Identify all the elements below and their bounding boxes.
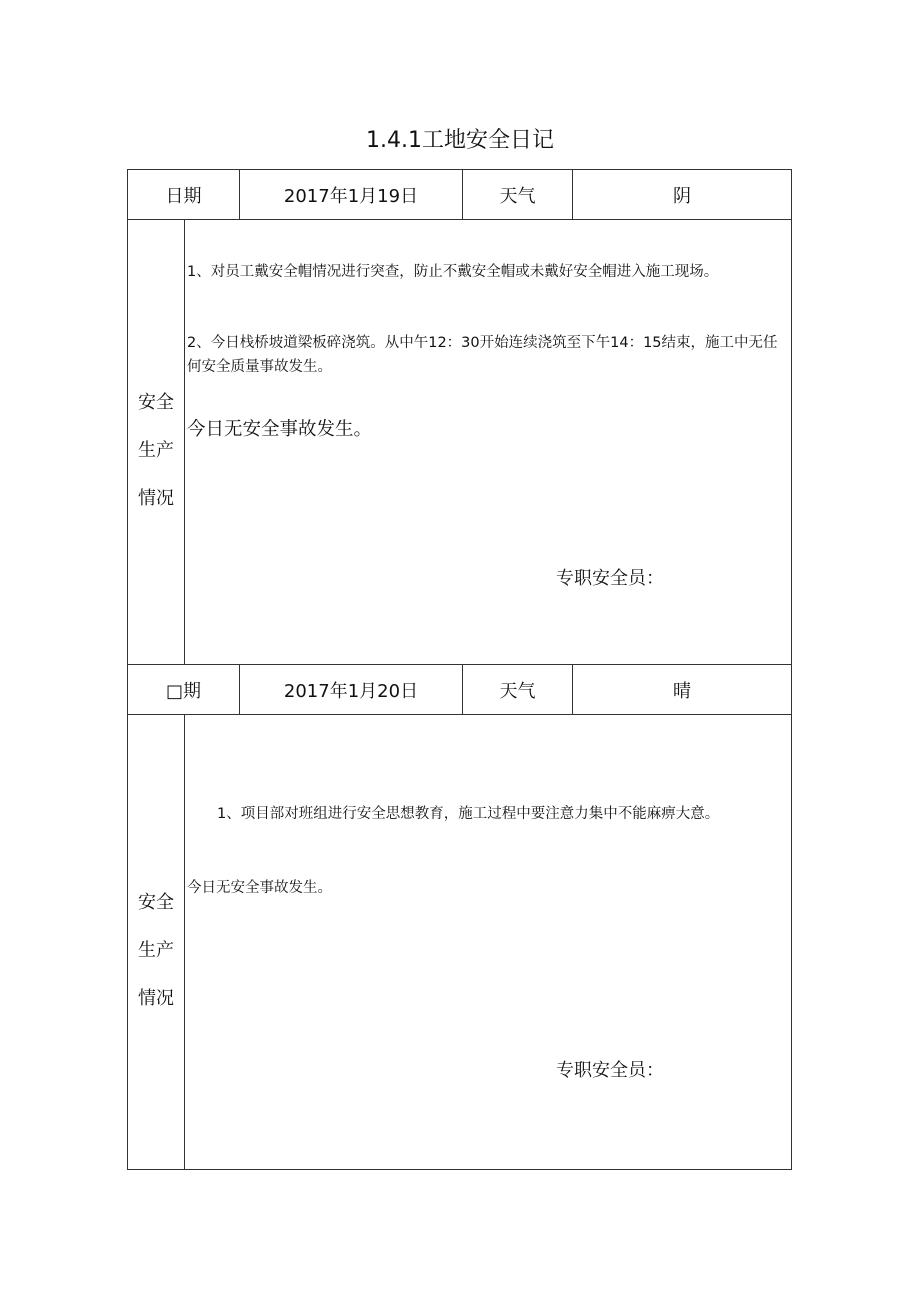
section-label <box>128 379 184 523</box>
section-label <box>128 879 184 1023</box>
weather-value: 晴 <box>673 680 691 702</box>
safety-summary: 今日无安全事故发生。 <box>187 419 373 440</box>
table-line-row3-bottom <box>127 714 792 715</box>
safety-item: 2、今日栈桥坡道梁板碎浇筑。从中午12：30开始连续浇筑至下午14：15结束，施工中无任何安全质量事故发生。 <box>187 335 778 375</box>
section-label-line: 安全 <box>138 892 174 913</box>
section-label-line: 生产 <box>138 440 174 461</box>
date-value: 2017年1月20日 <box>283 680 419 702</box>
safety-item: 1、对员工戴安全帽情况进行突查，防止不戴安全帽或未戴好安全帽进入施工现场。 <box>187 264 719 280</box>
section-label-line: 安全 <box>138 392 174 413</box>
signature-label: 专职安全员： <box>556 568 664 589</box>
date-label: □期 <box>165 680 201 702</box>
date-label: 日期 <box>165 185 202 207</box>
table-line-row1-bottom <box>127 219 792 220</box>
document-title: 1.4.1工地安全日记 <box>366 128 554 153</box>
section-label-line: 生产 <box>138 940 174 961</box>
safety-item: 1、项目部对班组进行安全思想教育，施工过程中要注意力集中不能麻痹大意。 <box>217 806 720 822</box>
signature-label: 专职安全员： <box>556 1060 664 1081</box>
table-border-bottom <box>127 1169 792 1170</box>
table-col-sep <box>184 219 185 664</box>
weather-label: 天气 <box>499 680 536 702</box>
weather-label: 天气 <box>499 185 536 207</box>
date-value: 2017年1月19日 <box>283 185 419 207</box>
section-label-line: 情况 <box>138 988 174 1009</box>
table-col-sep <box>184 714 185 1169</box>
safety-summary: 今日无安全事故发生。 <box>187 880 332 896</box>
weather-value: 阴 <box>673 185 691 207</box>
section-label-line: 情况 <box>138 488 174 509</box>
table-border-right <box>791 169 792 1170</box>
